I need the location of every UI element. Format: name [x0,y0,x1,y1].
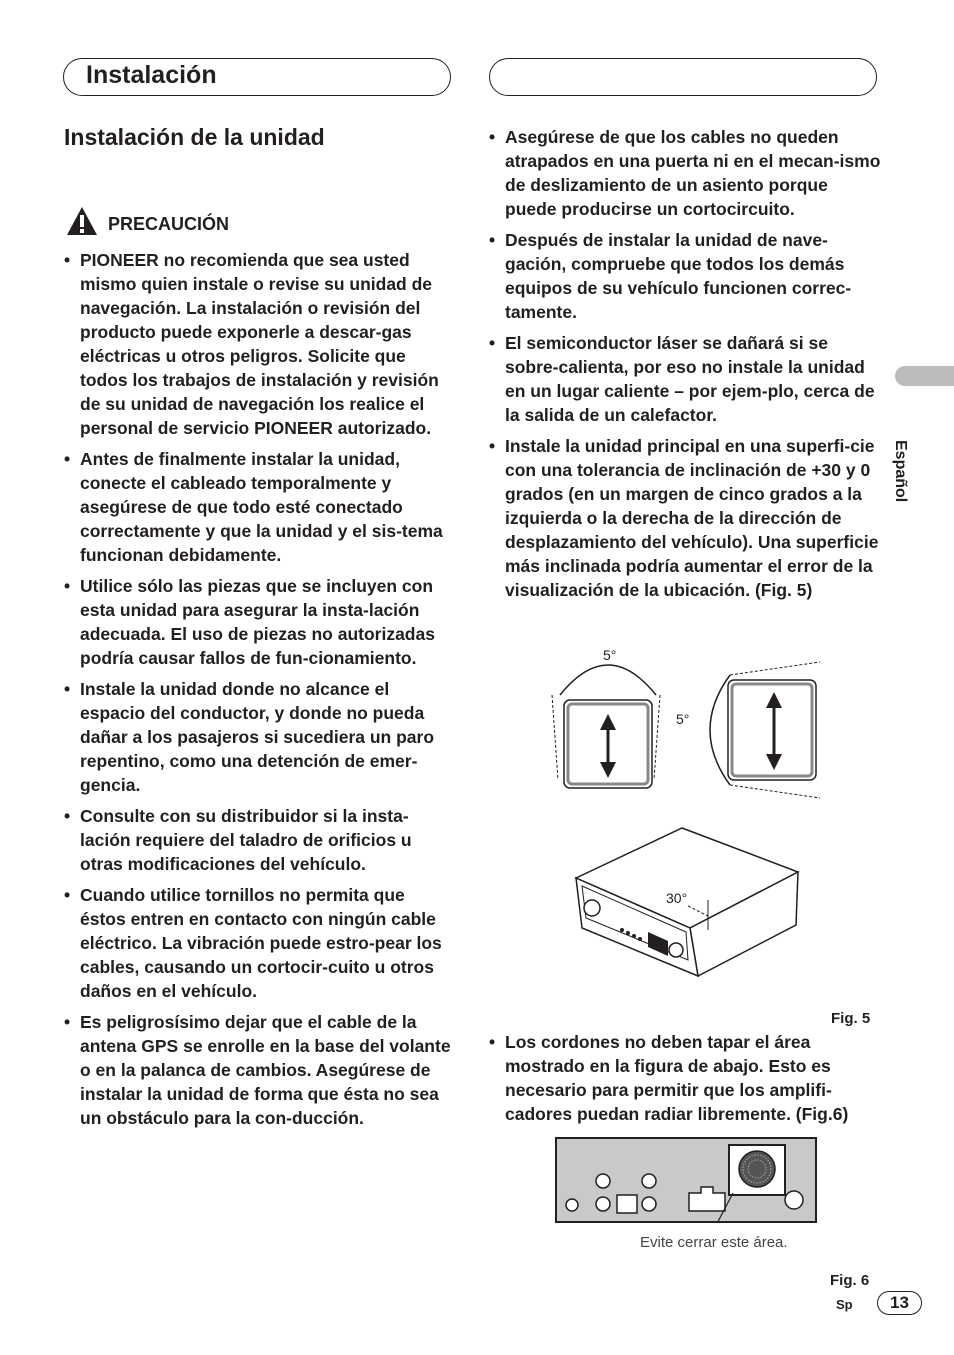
warning-icon [66,206,98,236]
language-tab [895,366,954,386]
fig5-diagram [548,640,828,980]
bullet-item: • Es peligrosísimo dejar que el cable de la antena GPS se enrolle en la base del volante o en la palanca de cambios. Asegúrese de instalar la unidad de forma que ésta no sea un obstáculo para la con-ducción. [64,1010,452,1130]
left-column [64,248,452,1137]
bullet-item: • Asegúrese de que los cables no queden atrapados en una puerta ni en el mecan-ismo de deslizamiento de un asiento porque puede producirse un cortocircuito. [489,125,884,221]
bullet-item: • Cuando utilice tornillos no permita que éstos entren en contacto con ningún cable eléctrico. La vibración puede estro-pear los cables, causando un cortocir-cuito u otros daños en el vehículo. [64,883,452,1003]
fig6-diagram [555,1137,817,1223]
fig5-label: Fig. 5 [831,1010,871,1027]
fig6-caption: Evite cerrar este área. [640,1234,788,1251]
fig5-angle-top: 5° [603,647,617,663]
bullet-item: • Utilice sólo las piezas que se incluyen con esta unidad para asegurar la insta-lación adecuada. El uso de piezas no autorizadas podría causar fallos de fun-cionamiento. [64,574,452,670]
bullet-item: • Después de instalar la unidad de nave-gación, compruebe que todos los demás equipos de su vehículo funcionen correc-tamente. [489,228,884,324]
bullet-item: • Consulte con su distribuidor si la insta-lación requiere del taladro de orificios u otras modificaciones del vehículo. [64,804,452,876]
section-title: Instalación de la unidad [64,124,325,150]
fig5-front-view [552,665,660,788]
bullet-item: • Instale la unidad principal en una superfi-cie con una tolerancia de inclinación de +30 y 0 grados (en un margen de cinco grados a la izquierda o la derecha de la dirección de desplazamiento del vehículo). Una superficie más inclinada podría aumentar el error de la visualización de la ubicación. (Fig. 5) [489,434,884,602]
fig5-angle-tilt: 30° [666,890,688,906]
sp-label: Sp [836,1297,853,1312]
header-pill-right [489,58,877,96]
right-column-bottom [489,1030,884,1133]
fig5-side-view [710,662,820,798]
bullet-item: • Los cordones no deben tapar el área mostrado en la figura de abajo. Esto es necesario para permitir que los amplifi-cadores puedan radiar libremente. (Fig.6) [489,1030,884,1126]
language-label: Español [892,440,909,503]
caution-heading: PRECAUCIÓN [108,214,230,234]
header-pill-left [63,58,451,96]
bullet-item: • PIONEER no recomienda que sea usted mismo quien instale o revise su unidad de navegación. La instalación o revisión del producto puede exponerle a descar-gas eléctricas u otros peligros. Solicite que todos los trabajos de instalación y revisión de su unidad de navegación los realice el personal de servicio PIONEER autorizado. [64,248,452,440]
bullet-item: • El semiconductor láser se dañará si se sobre-calienta, por eso no instale la unidad en un lugar caliente – por ejem-plo, cerca de la salida de un calefactor. [489,331,884,427]
right-column [489,125,884,609]
fig6-label: Fig. 6 [830,1272,870,1289]
page-number: 13 [877,1291,922,1315]
caution-list [64,248,452,1130]
right-list-2 [489,1030,884,1126]
bullet-item: • Instale la unidad donde no alcance el espacio del conductor, y donde no pueda dañar a los pasajeros si sucediera un paro repentino, como una detención de emer-gencia. [64,677,452,797]
fig5-angle-side: 5° [676,711,690,727]
page-title: Instalación [86,61,217,89]
right-list [489,125,884,602]
bullet-item: • Antes de finalmente instalar la unidad, conecte el cableado temporalmente y asegúrese de que todo esté conectado correctamente y que la unidad y el sis-tema funcionan debidamente. [64,447,452,567]
